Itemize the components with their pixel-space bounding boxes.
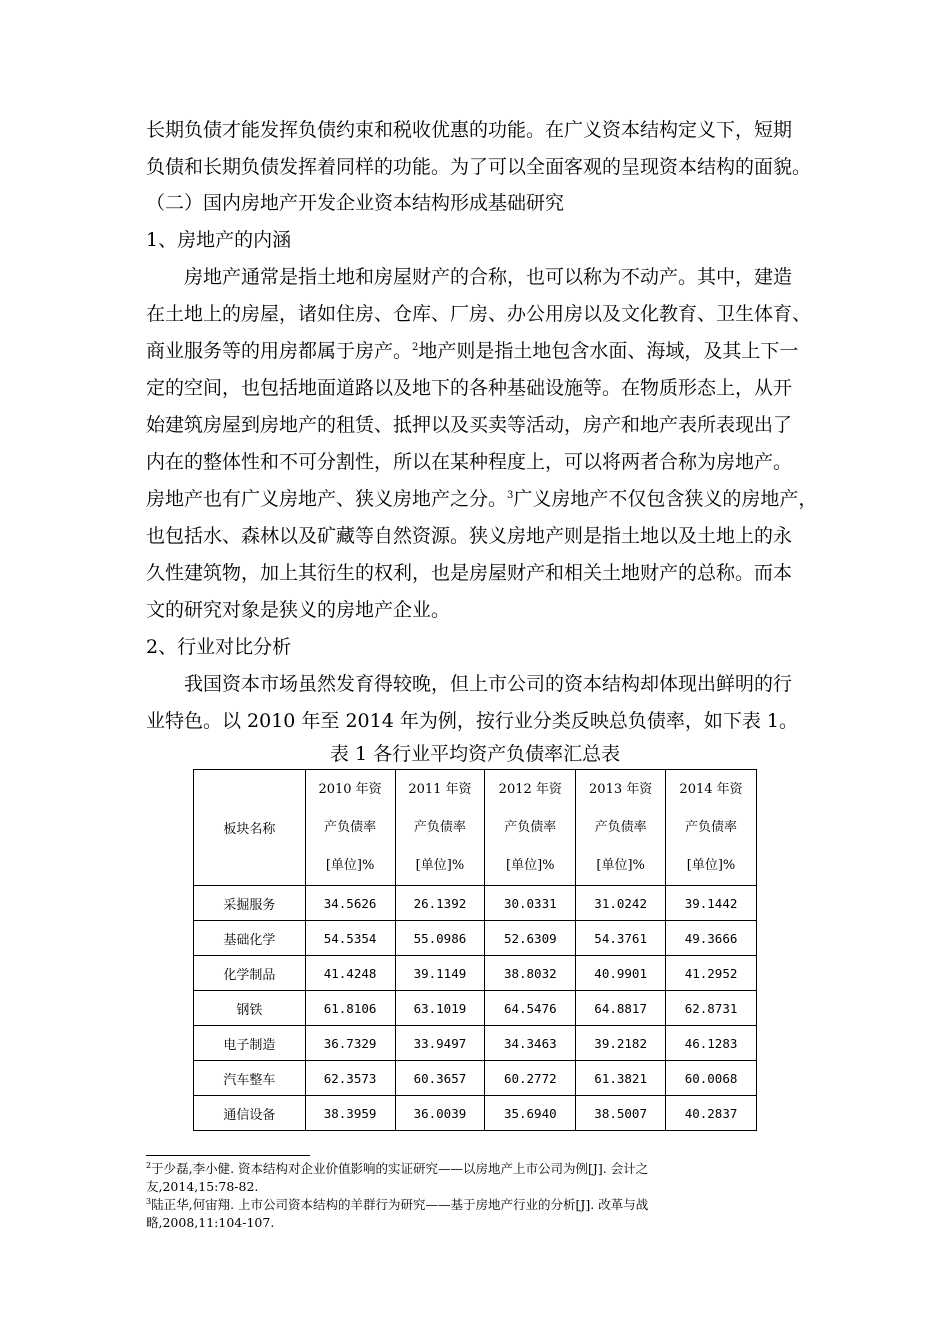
value-cell: 40.9901 xyxy=(576,956,666,991)
table-row xyxy=(194,991,757,1026)
body-text-segment: 商业服务等的用房都属于房产。 xyxy=(146,340,413,362)
sector-name-cell: 汽车整车 xyxy=(194,1061,306,1096)
debt-ratio-table xyxy=(193,769,757,1131)
body-text-line: 始建筑房屋到房地产的租赁、抵押以及买卖等活动，房产和地产表所表现出了 xyxy=(146,414,793,436)
value-cell: 34.3463 xyxy=(485,1026,576,1061)
sector-name-cell: 钢铁 xyxy=(194,991,306,1026)
body-text-line: 长期负债才能发挥负债约束和税收优惠的功能。在广义资本结构定义下，短期 xyxy=(146,119,793,141)
footnote-2-cont: 友,2014,15:78-82. xyxy=(146,1179,259,1194)
value-cell: 60.3657 xyxy=(395,1061,485,1096)
value-cell: 63.1019 xyxy=(395,991,485,1026)
value-cell: 61.8106 xyxy=(305,991,395,1026)
table-row xyxy=(194,1096,757,1131)
body-text-line: 房地产通常是指土地和房屋财产的合称，也可以称为不动产。其中，建造 xyxy=(184,266,793,288)
footnote-text: 于少磊,李小健. 资本结构对企业价值影响的实证研究——以房地产上市公司为例[J]. 会计之 xyxy=(151,1161,649,1176)
subsection-heading: 2、行业对比分析 xyxy=(146,636,292,658)
header-year-2011: 2011 年资 产负债率 [单位]% xyxy=(395,770,485,886)
body-text-line: 在土地上的房屋，诸如住房、仓库、厂房、办公用房以及文化教育、卫生体育、 xyxy=(146,303,812,325)
footnote-separator xyxy=(146,1155,310,1156)
footnote-mark: 3 xyxy=(146,1197,152,1206)
footnote-mark: 2 xyxy=(146,1161,152,1170)
value-cell: 40.2837 xyxy=(666,1096,757,1131)
value-cell: 62.3573 xyxy=(305,1061,395,1096)
body-text-line: 内在的整体性和不可分割性，所以在某种程度上，可以将两者合称为房地产。 xyxy=(146,451,793,473)
body-text-line: 也包括水、森林以及矿藏等自然资源。狭义房地产则是指土地以及土地上的永 xyxy=(146,525,793,547)
sector-name-cell: 电子制造 xyxy=(194,1026,306,1061)
value-cell: 39.2182 xyxy=(576,1026,666,1061)
value-cell: 36.0039 xyxy=(395,1096,485,1131)
value-cell: 41.4248 xyxy=(305,956,395,991)
sector-name-cell: 基础化学 xyxy=(194,921,306,956)
value-cell: 38.5007 xyxy=(576,1096,666,1131)
table-row xyxy=(194,1026,757,1061)
value-cell: 49.3666 xyxy=(666,921,757,956)
table-row xyxy=(194,921,757,956)
body-text-line: 业特色。以 2010 年至 2014 年为例，按行业分类反映总负债率，如下表 1。 xyxy=(146,710,798,732)
body-text-line xyxy=(146,341,798,361)
value-cell: 38.8032 xyxy=(485,956,576,991)
footnote-3 xyxy=(146,1196,648,1213)
body-text-line xyxy=(146,489,817,509)
value-cell: 34.5626 xyxy=(305,886,395,921)
footnote-3-cont: 略,2008,11:104-107. xyxy=(146,1215,275,1230)
body-text-line: 我国资本市场虽然发育得较晚，但上市公司的资本结构却体现出鲜明的行 xyxy=(184,673,793,695)
value-cell: 64.5476 xyxy=(485,991,576,1026)
value-cell: 64.8817 xyxy=(576,991,666,1026)
value-cell: 60.2772 xyxy=(485,1061,576,1096)
body-text-line: 负债和长期负债发挥着同样的功能。为了可以全面客观的呈现资本结构的面貌。 xyxy=(146,156,812,178)
value-cell: 33.9497 xyxy=(395,1026,485,1061)
value-cell: 54.3761 xyxy=(576,921,666,956)
header-sector-name: 板块名称 xyxy=(194,770,306,886)
value-cell: 41.2952 xyxy=(666,956,757,991)
value-cell: 26.1392 xyxy=(395,886,485,921)
sector-name-cell: 通信设备 xyxy=(194,1096,306,1131)
value-cell: 38.3959 xyxy=(305,1096,395,1131)
value-cell: 52.6309 xyxy=(485,921,576,956)
table-header-row xyxy=(194,770,757,886)
subsection-heading: 1、房地产的内涵 xyxy=(146,229,292,251)
value-cell: 60.0068 xyxy=(666,1061,757,1096)
body-text-line: 定的空间，也包括地面道路以及地下的各种基础设施等。在物质形态上，从开 xyxy=(146,377,793,399)
value-cell: 55.0986 xyxy=(395,921,485,956)
value-cell: 36.7329 xyxy=(305,1026,395,1061)
header-year-2010: 2010 年资 产负债率 [单位]% xyxy=(305,770,395,886)
sector-name-cell: 化学制品 xyxy=(194,956,306,991)
header-year-2013: 2013 年资 产负债率 [单位]% xyxy=(576,770,666,886)
body-text-line: 文的研究对象是狭义的房地产企业。 xyxy=(146,599,451,621)
body-text-segment: 广义房地产不仅包含狭义的房地产， xyxy=(513,488,818,510)
value-cell: 62.8731 xyxy=(666,991,757,1026)
value-cell: 39.1149 xyxy=(395,956,485,991)
header-year-2012: 2012 年资 产负债率 [单位]% xyxy=(485,770,576,886)
header-year-2014: 2014 年资 产负债率 [单位]% xyxy=(666,770,757,886)
footnote-ref: 2 xyxy=(412,342,419,353)
body-text-line: 久性建筑物，加上其衍生的权利，也是房屋财产和相关土地财产的总称。而本 xyxy=(146,562,793,584)
footnote-2 xyxy=(146,1160,648,1177)
value-cell: 31.0242 xyxy=(576,886,666,921)
table-row xyxy=(194,886,757,921)
body-text-segment: 房地产也有广义房地产、狭义房地产之分。 xyxy=(146,488,508,510)
value-cell: 46.1283 xyxy=(666,1026,757,1061)
table-caption: 表 1 各行业平均资产负债率汇总表 xyxy=(329,743,621,765)
table-row xyxy=(194,1061,757,1096)
footnote-text: 陆正华,何宙翔. 上市公司资本结构的羊群行为研究——基于房地产行业的分析[J]. 改革与战 xyxy=(151,1197,649,1212)
value-cell: 54.5354 xyxy=(305,921,395,956)
section-heading: （二）国内房地产开发企业资本结构形成基础研究 xyxy=(146,192,565,214)
footnote-ref: 3 xyxy=(507,490,514,501)
body-text-segment: 地产则是指土地包含水面、海域，及其上下一 xyxy=(418,340,799,362)
value-cell: 61.3821 xyxy=(576,1061,666,1096)
value-cell: 35.6940 xyxy=(485,1096,576,1131)
value-cell: 39.1442 xyxy=(666,886,757,921)
sector-name-cell: 采掘服务 xyxy=(194,886,306,921)
value-cell: 30.0331 xyxy=(485,886,576,921)
table-row xyxy=(194,956,757,991)
